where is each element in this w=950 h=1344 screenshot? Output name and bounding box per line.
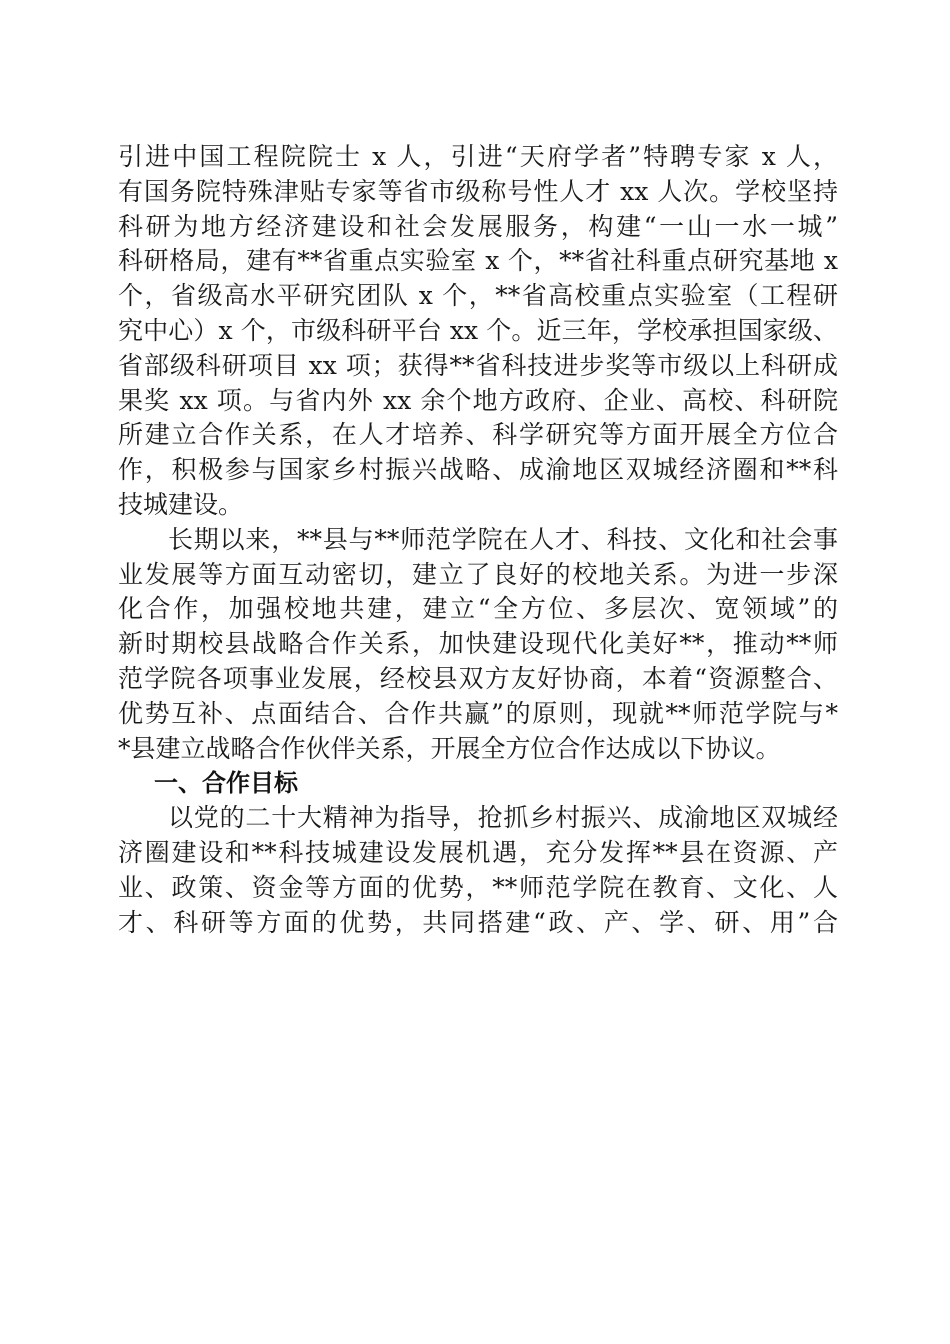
text-line: 引进中国工程院院士 x 人，引进“天府学者”特聘专家 x 人， <box>118 142 838 171</box>
text-line: 个，省级高水平研究团队 x 个，**省高校重点实验室（工程研 <box>118 281 838 311</box>
text-line: 范学院各项事业发展，经校县双方友好协商，本着“资源整合、 <box>118 663 838 693</box>
text-line: *县建立战略合作伙伴关系，开展全方位合作达成以下协议。 <box>118 733 781 763</box>
text-line: 有国务院特殊津贴专家等省市级称号性人才 xx 人次。学校坚持 <box>118 176 838 206</box>
text-line: 优势互补、点面结合、合作共赢”的原则，现就**师范学院与* <box>118 698 838 728</box>
text-line: 果奖 xx 项。与省内外 xx 余个地方政府、企业、高校、科研院 <box>118 385 838 415</box>
text-line: 科研格局，建有**省重点实验室 x 个，**省社科重点研究基地 x <box>118 246 838 276</box>
text-line: 以党的二十大精神为指导，抢抓乡村振兴、成渝地区双城经 <box>168 803 838 833</box>
text-line: 济圈建设和**科技城建设发展机遇，充分发挥**县在资源、产 <box>118 837 838 867</box>
section-heading: 一、合作目标 <box>154 769 298 798</box>
paragraph-talent-research <box>118 140 838 523</box>
text-line: 技城建设。 <box>118 489 244 519</box>
text-line: 业发展等方面互动密切，建立了良好的校地关系。为进一步深 <box>118 559 838 589</box>
text-line: 作，积极参与国家乡村振兴战略、成渝地区双城经济圈和**科 <box>118 455 838 485</box>
text-line: 科研为地方经济建设和社会发展服务，构建“一山一水一城” <box>118 211 838 241</box>
text-line: 才、科研等方面的优势，共同搭建“政、产、学、研、用”合 <box>118 907 838 937</box>
text-line: 省部级科研项目 xx 项；获得**省科技进步奖等市级以上科研成 <box>118 350 838 380</box>
text-line: 究中心）x 个，市级科研平台 xx 个。近三年，学校承担国家级、 <box>118 315 838 345</box>
text-line: 新时期校县战略合作关系，加快建设现代化美好**，推动**师 <box>118 629 838 659</box>
paragraph-cooperation-background <box>118 523 838 767</box>
paragraph-cooperation-goal <box>118 801 838 940</box>
document-body <box>118 140 838 940</box>
text-line: 业、政策、资金等方面的优势，**师范学院在教育、文化、人 <box>118 872 838 902</box>
text-line: 长期以来，**县与**师范学院在人才、科技、文化和社会事 <box>168 524 838 554</box>
text-line: 所建立合作关系，在人才培养、科学研究等方面开展全方位合 <box>118 420 838 450</box>
text-line: 化合作，加强校地共建，建立“全方位、多层次、宽领域”的 <box>118 594 838 624</box>
